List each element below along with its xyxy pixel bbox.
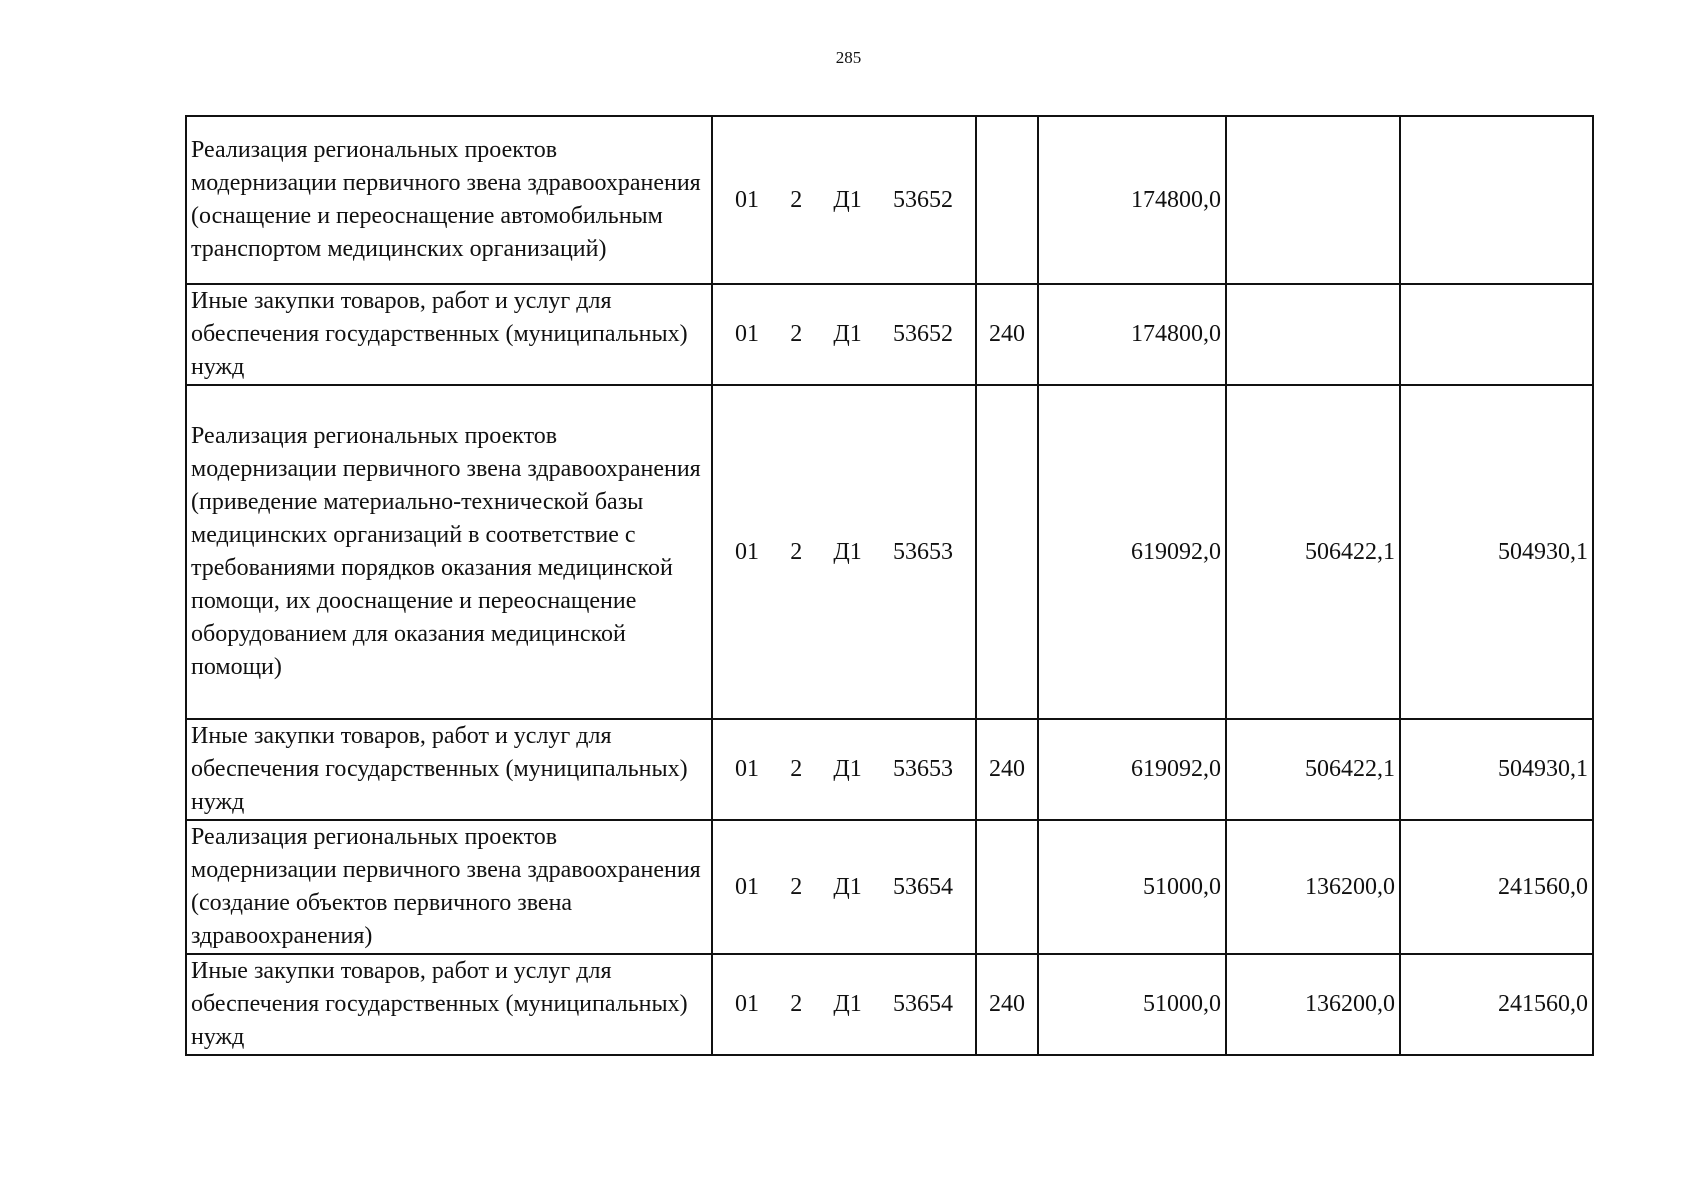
row-sum-1: 51000,0 — [1038, 954, 1226, 1055]
row-sum-3 — [1400, 284, 1593, 385]
table-row — [186, 954, 1593, 1055]
row-sum-3: 504930,1 — [1400, 719, 1593, 820]
code-subprogram: 2 — [790, 991, 803, 1017]
row-codes — [712, 719, 976, 820]
row-sum-1: 619092,0 — [1038, 719, 1226, 820]
table-row — [186, 820, 1593, 954]
code-program: 01 — [735, 538, 759, 565]
code-project: Д1 — [833, 756, 862, 782]
row-sum-2 — [1226, 116, 1400, 284]
code-direction: 53653 — [892, 756, 953, 782]
row-vr — [976, 820, 1038, 954]
row-vr — [976, 116, 1038, 284]
row-codes — [712, 116, 976, 284]
row-description: Иные закупки товаров, работ и услуг для обеспечения государственных (муниципальных) нужд — [186, 719, 712, 820]
code-project: Д1 — [833, 321, 862, 347]
code-program: 01 — [735, 991, 759, 1017]
row-sum-2 — [1226, 284, 1400, 385]
row-codes — [712, 284, 976, 385]
table-row — [186, 116, 1593, 284]
row-vr: 240 — [976, 719, 1038, 820]
row-description: Реализация региональных проектов модернизации первичного звена здравоохранения (приведение материально-технической базы медицинских организаций в соответствие с требованиями порядков оказания медицинской помощи, их дооснащение и переоснащение оборудованием для оказания медицинской помощи) — [186, 385, 712, 719]
row-sum-1: 619092,0 — [1038, 385, 1226, 719]
row-codes — [712, 954, 976, 1055]
code-subprogram: 2 — [790, 186, 803, 213]
row-sum-1: 174800,0 — [1038, 116, 1226, 284]
page-number: 285 — [835, 48, 862, 67]
code-project: Д1 — [833, 186, 862, 213]
budget-table — [185, 115, 1594, 1056]
row-sum-2: 506422,1 — [1226, 719, 1400, 820]
code-direction: 53654 — [892, 873, 953, 900]
row-codes — [712, 385, 976, 719]
code-direction: 53654 — [892, 991, 953, 1017]
code-program: 01 — [735, 873, 759, 900]
code-project: Д1 — [833, 873, 862, 900]
row-description: Реализация региональных проектов модернизации первичного звена здравоохранения (оснащение и переоснащение автомобильным транспортом медицинских организаций) — [186, 116, 712, 284]
row-codes — [712, 820, 976, 954]
row-vr — [976, 385, 1038, 719]
row-sum-1: 174800,0 — [1038, 284, 1226, 385]
table-row — [186, 385, 1593, 719]
row-sum-1: 51000,0 — [1038, 820, 1226, 954]
code-project: Д1 — [833, 991, 862, 1017]
code-subprogram: 2 — [790, 873, 803, 900]
code-direction: 53652 — [892, 321, 953, 347]
code-project: Д1 — [833, 538, 862, 565]
row-sum-3: 241560,0 — [1400, 820, 1593, 954]
code-program: 01 — [735, 186, 759, 213]
row-vr: 240 — [976, 284, 1038, 385]
code-direction: 53652 — [892, 186, 953, 213]
row-vr: 240 — [976, 954, 1038, 1055]
row-description: Реализация региональных проектов модернизации первичного звена здравоохранения (создание объектов первичного звена здравоохранения) — [186, 820, 712, 954]
code-direction: 53653 — [892, 538, 953, 565]
row-sum-3: 241560,0 — [1400, 954, 1593, 1055]
code-program: 01 — [735, 321, 759, 347]
table-row — [186, 719, 1593, 820]
code-subprogram: 2 — [790, 321, 803, 347]
row-sum-2: 506422,1 — [1226, 385, 1400, 719]
row-sum-3: 504930,1 — [1400, 385, 1593, 719]
code-subprogram: 2 — [790, 538, 803, 565]
row-sum-3 — [1400, 116, 1593, 284]
code-subprogram: 2 — [790, 756, 803, 782]
row-description: Иные закупки товаров, работ и услуг для обеспечения государственных (муниципальных) нужд — [186, 284, 712, 385]
table-row — [186, 284, 1593, 385]
row-description: Иные закупки товаров, работ и услуг для обеспечения государственных (муниципальных) нужд — [186, 954, 712, 1055]
row-sum-2: 136200,0 — [1226, 820, 1400, 954]
code-program: 01 — [735, 756, 759, 782]
row-sum-2: 136200,0 — [1226, 954, 1400, 1055]
